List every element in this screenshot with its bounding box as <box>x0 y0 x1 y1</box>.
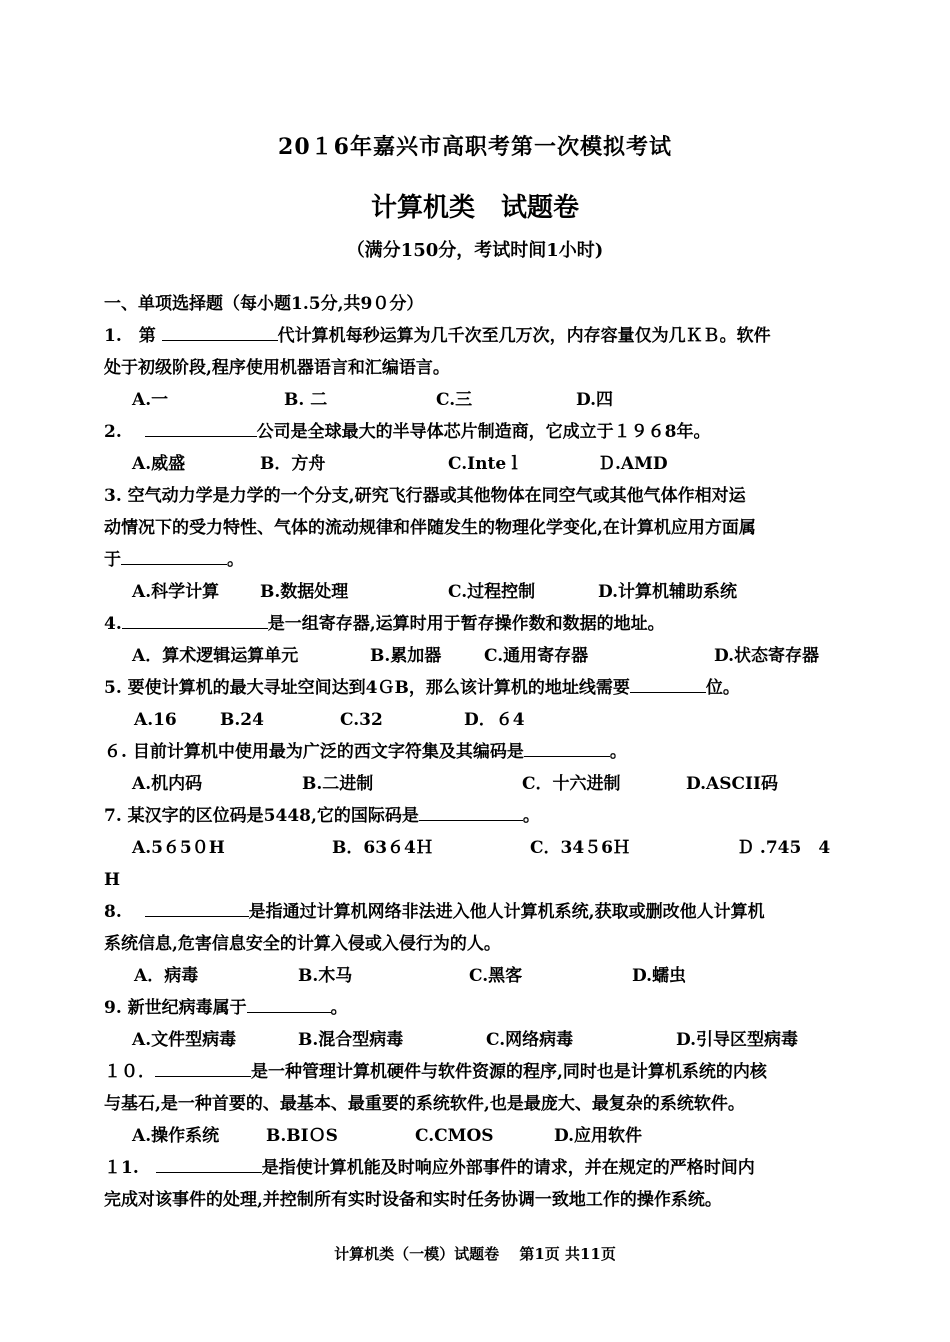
option-b: ​B.BIＯS <box>266 1126 338 1146</box>
answer-blank <box>122 610 268 629</box>
question-number: 1. 第 <box>104 326 156 346</box>
question-stem-cont: 系统信息,危害信息安全的计算入侵或入侵行为的人。 <box>104 934 501 954</box>
question-stem-cont <box>104 544 849 576</box>
question-list <box>104 288 849 1216</box>
option-b: ​B．方舟 <box>260 454 326 474</box>
question-number: 4. <box>104 614 122 634</box>
question-stem-cont: 处于初级阶段,程序使用机器语言和汇编语言。 <box>104 358 450 378</box>
question-stem <box>104 736 849 768</box>
option-row <box>104 1120 849 1152</box>
option-row <box>104 576 849 608</box>
option-a: A.16 <box>134 710 177 730</box>
question-text: 于 <box>104 550 121 570</box>
question-stem <box>104 800 849 832</box>
option-b: ​B.24 <box>220 710 264 730</box>
option-d: ​D.四 <box>576 390 614 410</box>
option-c: C．十六进制 <box>522 774 621 794</box>
question-number: 8. <box>104 902 139 922</box>
question-text: 是一种管理计算机硬件与软件资源的程序,同时也是计算机系统的内核 <box>251 1062 767 1082</box>
option-c: ​ C.黑客 <box>452 966 523 986</box>
question-stem-cont: 与基石,是一种首要的、最基本、最重要的系统软件,也是最庞大、最复杂的系统软件。 <box>104 1094 745 1114</box>
option-row <box>104 832 849 864</box>
option-a: A.5６5０H <box>132 838 225 858</box>
question-stem <box>104 1056 849 1088</box>
option-d: ​D.ASCII码 <box>686 774 778 794</box>
option-a: A.威盛 <box>132 454 186 474</box>
answer-blank <box>155 1058 251 1077</box>
option-b: B．63６4Ｈ <box>332 838 433 858</box>
question-number: １０． <box>104 1062 155 1082</box>
question-stem <box>104 320 849 352</box>
question-text: ６. 目前计算机中使用最为广泛的西文字符集及其编码是 <box>104 742 524 762</box>
answer-blank <box>630 674 706 693</box>
option-b: B.累加器 <box>370 646 442 666</box>
option-row <box>104 960 849 992</box>
question-stem-cont: 完成对该事件的处理,并控制所有实时设备和实时任务协调一致地工作的操作系统。 <box>104 1190 722 1210</box>
option-a: A．病毒 <box>134 966 199 986</box>
option-c: C.网络病毒 <box>486 1030 574 1050</box>
question-text: 。 <box>522 806 540 826</box>
option-c: ​ C.CMOS <box>398 1126 494 1146</box>
option-b: ​B.二进制 <box>302 774 374 794</box>
option-d: D.引导区型病毒 <box>676 1030 799 1050</box>
answer-blank <box>156 1154 262 1173</box>
question-stem <box>104 992 849 1024</box>
option-d: D．６4 <box>464 710 525 730</box>
option-c: C.通用寄存器 <box>484 646 589 666</box>
option-a: A.文件型病毒 <box>132 1030 237 1050</box>
option-a: A.操作系统 <box>132 1126 220 1146</box>
question-text: 是指使计算机能及时响应外部事件的请求，并在规定的严格时间内 <box>261 1158 755 1178</box>
option-b: ​B.数据处理 <box>260 582 349 602</box>
option-c: ​C．34５6Ｈ <box>530 838 631 858</box>
option-a: A.科学计算 <box>132 582 220 602</box>
answer-blank <box>145 898 249 917</box>
question-text: 5. 要使计算机的最大寻址空间达到4ＧB，那么该计算机的地址线需要 <box>104 678 630 698</box>
option-b: B.木马 <box>298 966 353 986</box>
question-text: 。 <box>227 550 244 570</box>
question-text: 是指通过计算机网络非法进入他人计算机系统,获取或删改他人计算机 <box>248 902 765 922</box>
option-d: D.计算机辅助系统 <box>598 582 738 602</box>
option-a: A．算术逻辑运算单元 <box>132 646 299 666</box>
section-heading: 一、单项选择题（每小题1.5分,共9０分） <box>104 294 424 314</box>
option-c: C.三 <box>436 390 473 410</box>
option-d: Ｄ.AMD <box>598 454 668 474</box>
option-row <box>104 1024 849 1056</box>
option-d: ​D.应用软件 <box>554 1126 643 1146</box>
option-row <box>104 704 849 736</box>
answer-blank <box>145 418 257 437</box>
option-row <box>104 448 849 480</box>
question-stem <box>104 672 849 704</box>
answer-blank <box>419 802 523 821</box>
question-number: 2. <box>104 422 139 442</box>
question-number: １1. <box>104 1158 156 1178</box>
question-stem <box>104 1152 849 1184</box>
question-text: 是一组寄存器,运算时用于暂存操作数和数据的地址。 <box>267 614 665 634</box>
exam-note: （满分150分，考试时间1小时) <box>346 240 604 261</box>
option-c: C.32 <box>340 710 383 730</box>
question-stem <box>104 416 849 448</box>
option-row <box>104 768 849 800</box>
option-b: ​B. 二 <box>284 390 328 410</box>
question-text: 。 <box>609 742 627 762</box>
option-d: D.状态寄存器 <box>714 646 820 666</box>
option-c: C.过程控制 <box>448 582 536 602</box>
exam-subtitle: 计算机类 试题卷 <box>370 193 579 223</box>
answer-blank <box>247 994 331 1013</box>
answer-blank <box>162 322 278 341</box>
exam-title: 20１6年嘉兴市高职考第一次模拟考试 <box>278 134 672 160</box>
question-stem <box>104 608 849 640</box>
option-a: A.机内码 <box>132 774 203 794</box>
option-row <box>104 384 849 416</box>
question-text: 。 <box>330 998 348 1018</box>
question-text: 代计算机每秒运算为几千次至几万次，内存容量仅为几ＫＢ。软件 <box>277 326 771 346</box>
question-text: 位。 <box>705 678 740 698</box>
question-text: 公司是全球最大的半导体芯片制造商，它成立于１９６8年。 <box>256 422 711 442</box>
question-stem: 3. 空气动力学是力学的一个分支,研究飞行器或其他物体在同空气或其他气体作相对运 <box>104 486 746 506</box>
question-text: 7. 某汉字的区位码是5448,它的国际码是 <box>104 806 419 826</box>
option-a: A.一 <box>132 390 169 410</box>
option-row <box>104 640 849 672</box>
option-d: ​ Ｄ .745 4 <box>720 838 831 858</box>
question-text: 9. 新世纪病毒属于 <box>104 998 247 1018</box>
answer-blank <box>121 546 227 565</box>
page-footer: 计算机类（一模）试题卷 第1页 共11页 <box>334 1245 616 1263</box>
question-stem <box>104 896 849 928</box>
answer-blank <box>524 738 610 757</box>
option-d: ​​D.蠕虫 <box>632 966 687 986</box>
option-b: B.混合型病毒 <box>298 1030 404 1050</box>
question-stem-cont: 动情况下的受力特性、气体的流动规律和伴随发生的物理化学变化,在计算机应用方面属 <box>104 518 756 538</box>
option-c: C.Inteｌ <box>448 454 524 474</box>
option-overflow: H <box>104 870 121 890</box>
